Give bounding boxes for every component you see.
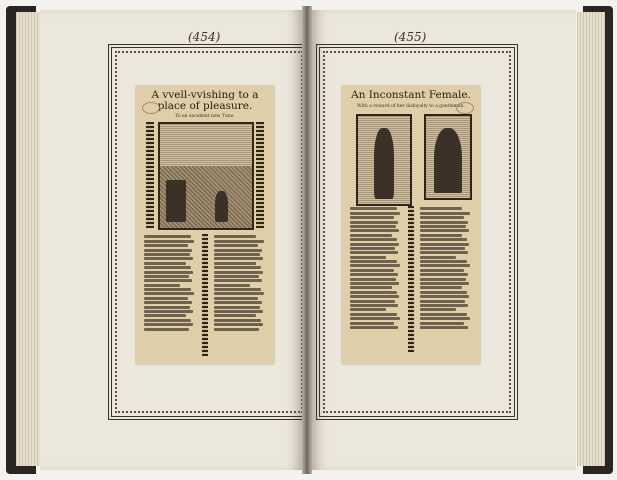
man-woodcut-illustration xyxy=(356,114,412,206)
library-stamp-icon xyxy=(142,102,160,114)
book-gutter xyxy=(302,6,312,474)
woman-woodcut-illustration xyxy=(424,114,472,200)
right-ballad-sheet xyxy=(342,86,480,364)
right-page-number: (455) xyxy=(394,30,427,44)
right-ballad-subtitle: With a reward of her disloyalty to a gentleman. xyxy=(357,104,465,109)
left-page xyxy=(40,10,302,470)
right-woodcut-border xyxy=(256,122,264,228)
page-edges-right xyxy=(577,12,605,466)
library-stamp-icon xyxy=(456,102,474,114)
right-ballad-text-column-1 xyxy=(350,206,402,330)
left-page-number: (454) xyxy=(188,30,221,44)
left-ballad-sheet xyxy=(136,86,274,364)
column-divider xyxy=(202,234,208,356)
left-ballad-subtitle: To an excellent new Tune. xyxy=(175,114,235,119)
left-ballad-text-column-1 xyxy=(144,234,196,332)
left-ballad-text-column-2 xyxy=(214,234,266,332)
left-woodcut-border xyxy=(146,122,154,228)
right-ballad-title: An Inconstant Female. xyxy=(351,89,471,101)
left-ballad-title: A vvell-vvishing to a place of pleasure. xyxy=(151,89,259,112)
right-page xyxy=(312,10,576,470)
column-divider xyxy=(408,206,414,352)
city-woodcut-illustration xyxy=(158,122,254,230)
right-ballad-text-column-2 xyxy=(420,206,472,330)
